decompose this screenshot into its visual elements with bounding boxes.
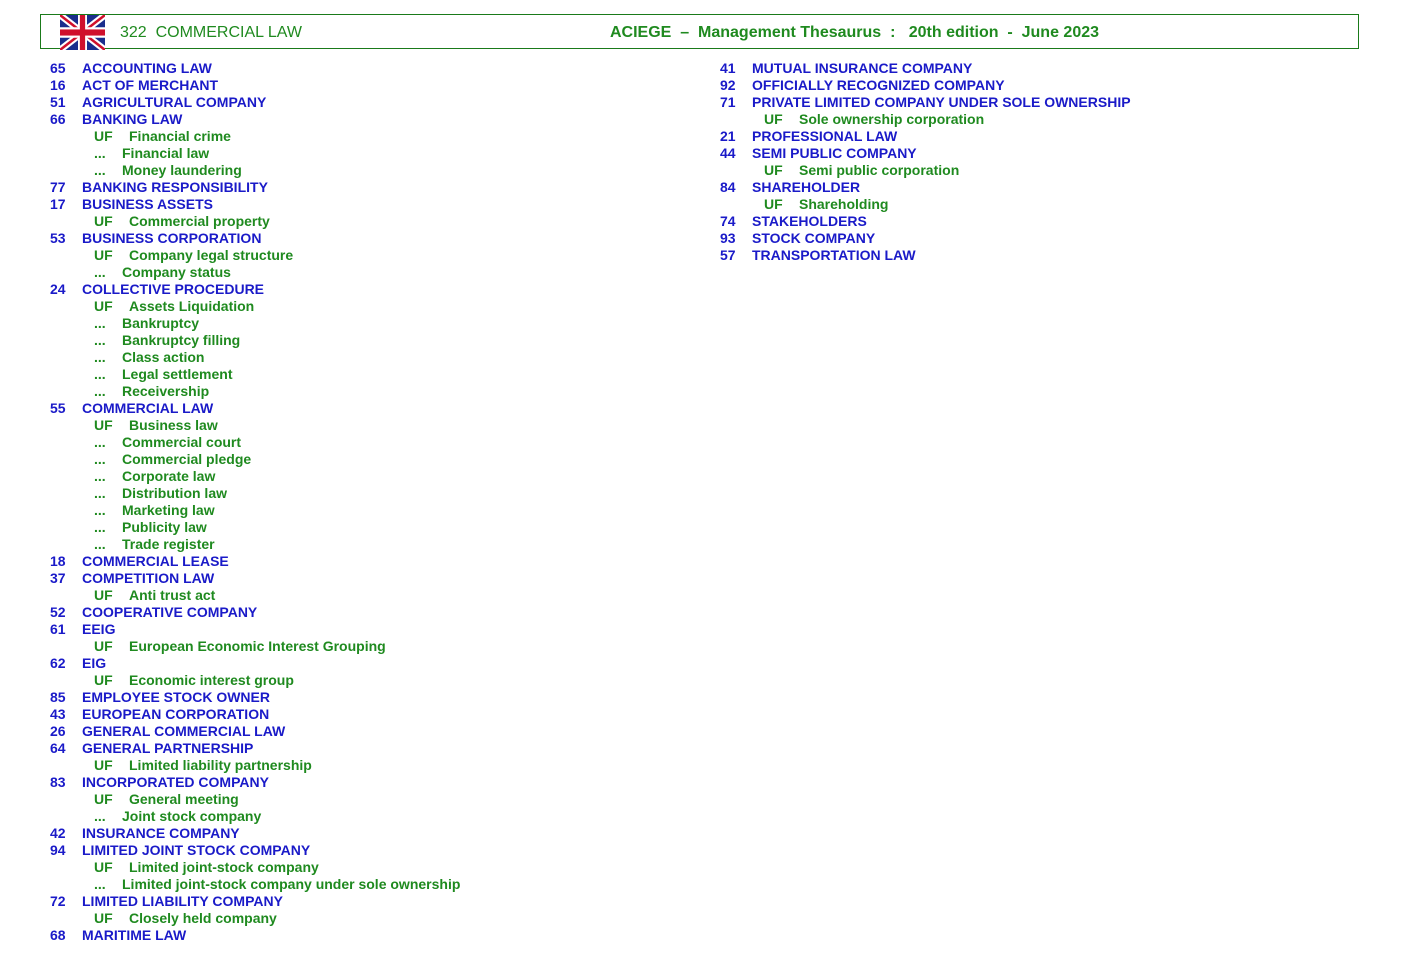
synonym-label: Company status bbox=[122, 264, 231, 280]
synonym-label: Class action bbox=[122, 349, 205, 365]
synonym-label: Sole ownership corporation bbox=[799, 111, 985, 127]
term-number: 92 bbox=[720, 77, 736, 93]
continuation-marker: ... bbox=[94, 485, 106, 501]
term-label: COMMERCIAL LAW bbox=[82, 400, 214, 416]
term-label: GENERAL PARTNERSHIP bbox=[82, 740, 254, 756]
synonym-label: Company legal structure bbox=[129, 247, 294, 263]
continuation-marker: ... bbox=[94, 451, 106, 467]
synonym-label: Limited joint-stock company bbox=[129, 859, 319, 875]
term-number: 74 bbox=[720, 213, 736, 229]
continuation-marker: ... bbox=[94, 876, 106, 892]
page-title: 322 COMMERCIAL LAW bbox=[120, 24, 302, 41]
uf-marker: UF bbox=[764, 196, 783, 212]
term-number: 64 bbox=[50, 740, 66, 756]
synonym-label: Distribution law bbox=[122, 485, 227, 501]
page-subtitle: ACIEGE – Management Thesaurus : 20th edition - June 2023 bbox=[610, 24, 1100, 41]
term-label: AGRICULTURAL COMPANY bbox=[82, 94, 267, 110]
continuation-marker: ... bbox=[94, 145, 106, 161]
term-label: INSURANCE COMPANY bbox=[82, 825, 240, 841]
term-number: 61 bbox=[50, 621, 66, 637]
term-number: 21 bbox=[720, 128, 736, 144]
uf-marker: UF bbox=[94, 672, 113, 688]
synonym-label: Assets Liquidation bbox=[129, 298, 255, 314]
term-number: 85 bbox=[50, 689, 66, 705]
uf-marker: UF bbox=[94, 417, 113, 433]
term-number: 16 bbox=[50, 77, 66, 93]
synonym-label: Limited liability partnership bbox=[129, 757, 312, 773]
term-number: 17 bbox=[50, 196, 66, 212]
synonym-label: Corporate law bbox=[122, 468, 216, 484]
uf-marker: UF bbox=[94, 247, 113, 263]
term-label: PRIVATE LIMITED COMPANY UNDER SOLE OWNERSHIP bbox=[752, 94, 1131, 110]
continuation-marker: ... bbox=[94, 808, 106, 824]
term-number: 52 bbox=[50, 604, 66, 620]
uf-marker: UF bbox=[94, 213, 113, 229]
term-label: COLLECTIVE PROCEDURE bbox=[82, 281, 265, 297]
term-label: PROFESSIONAL LAW bbox=[752, 128, 898, 144]
synonym-label: Commercial court bbox=[122, 434, 242, 450]
uf-marker: UF bbox=[764, 111, 783, 127]
term-number: 37 bbox=[50, 570, 66, 586]
term-label: MARITIME LAW bbox=[82, 927, 187, 943]
synonym-label: Closely held company bbox=[129, 910, 277, 926]
uk-flag-icon bbox=[60, 15, 105, 50]
term-label: ACCOUNTING LAW bbox=[82, 60, 212, 76]
term-label: INCORPORATED COMPANY bbox=[82, 774, 269, 790]
term-number: 55 bbox=[50, 400, 66, 416]
uf-marker: UF bbox=[94, 757, 113, 773]
term-number: 66 bbox=[50, 111, 66, 127]
term-number: 44 bbox=[720, 145, 736, 161]
continuation-marker: ... bbox=[94, 468, 106, 484]
term-number: 26 bbox=[50, 723, 66, 739]
synonym-label: Marketing law bbox=[122, 502, 215, 518]
continuation-marker: ... bbox=[94, 264, 106, 280]
continuation-marker: ... bbox=[94, 536, 106, 552]
term-label: GENERAL COMMERCIAL LAW bbox=[82, 723, 286, 739]
synonym-label: Commercial pledge bbox=[122, 451, 252, 467]
term-number: 77 bbox=[50, 179, 66, 195]
term-number: 53 bbox=[50, 230, 66, 246]
term-number: 72 bbox=[50, 893, 66, 909]
synonym-label: Legal settlement bbox=[122, 366, 233, 382]
term-label: COMPETITION LAW bbox=[82, 570, 215, 586]
term-number: 43 bbox=[50, 706, 66, 722]
term-number: 51 bbox=[50, 94, 66, 110]
term-label: COOPERATIVE COMPANY bbox=[82, 604, 258, 620]
synonym-label: Commercial property bbox=[129, 213, 270, 229]
synonym-label: General meeting bbox=[129, 791, 239, 807]
synonym-label: Semi public corporation bbox=[799, 162, 960, 178]
synonym-label: Shareholding bbox=[799, 196, 889, 212]
term-number: 41 bbox=[720, 60, 736, 76]
term-number: 24 bbox=[50, 281, 66, 297]
term-number: 57 bbox=[720, 247, 736, 263]
uf-marker: UF bbox=[94, 587, 113, 603]
uf-marker: UF bbox=[94, 298, 113, 314]
term-label: STAKEHOLDERS bbox=[752, 213, 867, 229]
synonym-label: Limited joint-stock company under sole ownership bbox=[122, 876, 461, 892]
term-label: EIG bbox=[82, 655, 107, 671]
continuation-marker: ... bbox=[94, 383, 106, 399]
term-number: 94 bbox=[50, 842, 66, 858]
synonym-label: Publicity law bbox=[122, 519, 207, 535]
term-label: BANKING LAW bbox=[82, 111, 183, 127]
synonym-label: Anti trust act bbox=[129, 587, 216, 603]
term-number: 42 bbox=[50, 825, 66, 841]
synonym-label: Economic interest group bbox=[129, 672, 294, 688]
continuation-marker: ... bbox=[94, 349, 106, 365]
term-number: 68 bbox=[50, 927, 66, 943]
uf-marker: UF bbox=[94, 791, 113, 807]
term-number: 83 bbox=[50, 774, 66, 790]
page-header bbox=[40, 14, 1359, 49]
term-label: EUROPEAN CORPORATION bbox=[82, 706, 270, 722]
uf-marker: UF bbox=[94, 910, 113, 926]
term-label: BUSINESS CORPORATION bbox=[82, 230, 262, 246]
term-label: ACT OF MERCHANT bbox=[82, 77, 219, 93]
synonym-label: European Economic Interest Grouping bbox=[129, 638, 386, 654]
synonym-label: Receivership bbox=[122, 383, 210, 399]
synonym-label: Bankruptcy bbox=[122, 315, 200, 331]
term-number: 62 bbox=[50, 655, 66, 671]
term-label: SHAREHOLDER bbox=[752, 179, 861, 195]
term-label: BUSINESS ASSETS bbox=[82, 196, 213, 212]
term-label: MUTUAL INSURANCE COMPANY bbox=[752, 60, 973, 76]
synonym-label: Joint stock company bbox=[122, 808, 262, 824]
synonym-label: Money laundering bbox=[122, 162, 242, 178]
continuation-marker: ... bbox=[94, 434, 106, 450]
continuation-marker: ... bbox=[94, 502, 106, 518]
continuation-marker: ... bbox=[94, 315, 106, 331]
term-number: 65 bbox=[50, 60, 66, 76]
synonym-label: Trade register bbox=[122, 536, 215, 552]
term-label: COMMERCIAL LEASE bbox=[82, 553, 229, 569]
synonym-label: Financial crime bbox=[129, 128, 231, 144]
term-number: 18 bbox=[50, 553, 66, 569]
term-number: 93 bbox=[720, 230, 736, 246]
term-label: BANKING RESPONSIBILITY bbox=[82, 179, 268, 195]
uf-marker: UF bbox=[94, 638, 113, 654]
term-number: 84 bbox=[720, 179, 736, 195]
synonym-label: Financial law bbox=[122, 145, 210, 161]
term-label: SEMI PUBLIC COMPANY bbox=[752, 145, 917, 161]
synonym-label: Bankruptcy filling bbox=[122, 332, 241, 348]
term-number: 71 bbox=[720, 94, 736, 110]
term-label: LIMITED JOINT STOCK COMPANY bbox=[82, 842, 311, 858]
term-label: STOCK COMPANY bbox=[752, 230, 876, 246]
continuation-marker: ... bbox=[94, 519, 106, 535]
term-label: LIMITED LIABILITY COMPANY bbox=[82, 893, 283, 909]
term-label: TRANSPORTATION LAW bbox=[752, 247, 916, 263]
term-label: EMPLOYEE STOCK OWNER bbox=[82, 689, 270, 705]
uf-marker: UF bbox=[94, 128, 113, 144]
term-label: OFFICIALLY RECOGNIZED COMPANY bbox=[752, 77, 1005, 93]
continuation-marker: ... bbox=[94, 332, 106, 348]
uf-marker: UF bbox=[764, 162, 783, 178]
continuation-marker: ... bbox=[94, 162, 106, 178]
uf-marker: UF bbox=[94, 859, 113, 875]
synonym-label: Business law bbox=[129, 417, 218, 433]
continuation-marker: ... bbox=[94, 366, 106, 382]
term-label: EEIG bbox=[82, 621, 116, 637]
